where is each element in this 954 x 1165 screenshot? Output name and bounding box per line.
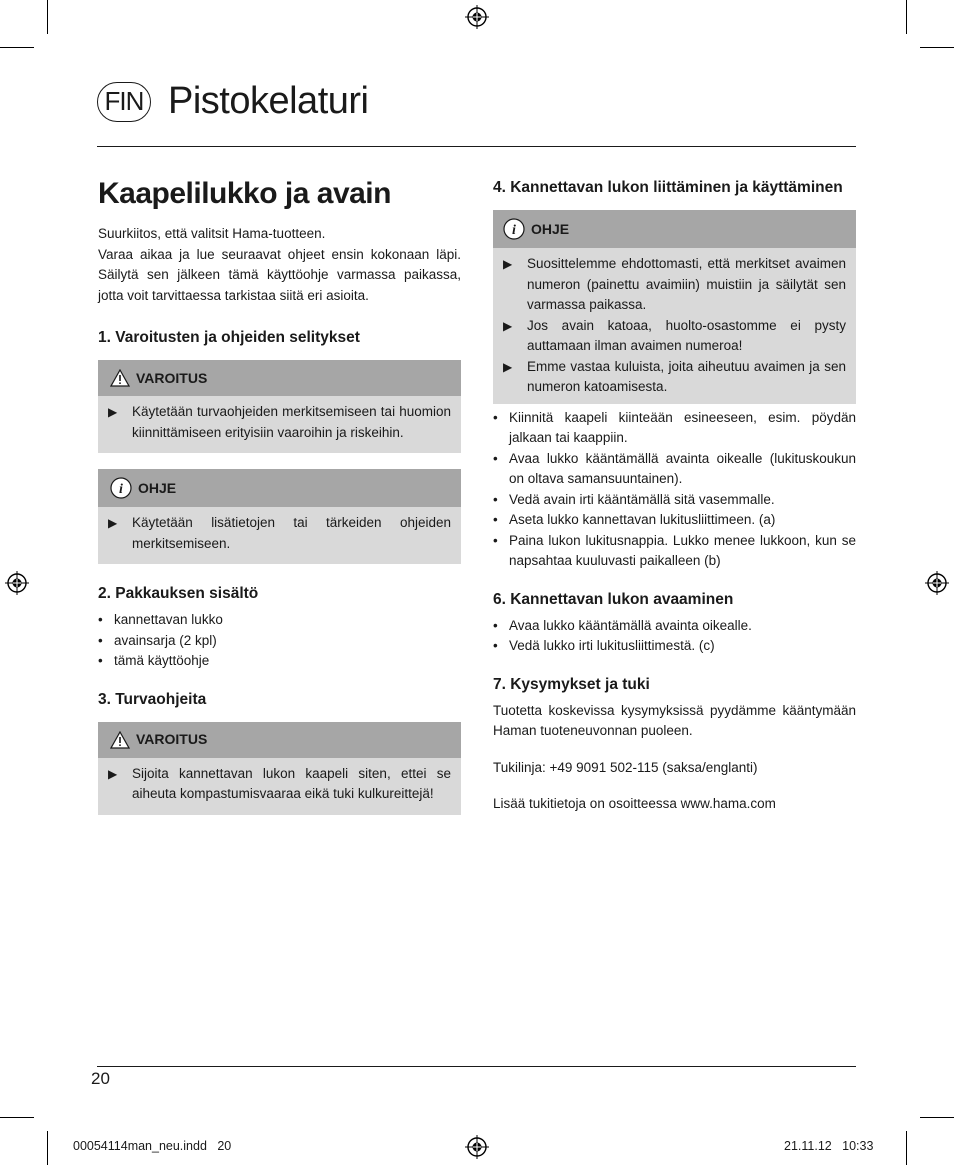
crop-mark [0, 1117, 34, 1118]
warning-triangle-icon [110, 369, 130, 387]
unlock-steps-list [493, 616, 856, 657]
intro-thanks: Suurkiitos, että valitsit Hama-tuotteen. [98, 226, 326, 241]
connect-steps-list [493, 408, 856, 572]
list-item: • Paina lukon lukitusnappia. Lukko menee lukkoon, kun se napsahtaa kuuluvasti paikalleen (b) [493, 532, 856, 568]
note-box [493, 210, 856, 404]
list-item: ▶ Emme vastaa kuluista, joita aiheutuu avaimen ja sen numeron katoamisesta. [503, 358, 846, 394]
note-box [98, 469, 461, 564]
list-item: • Aseta lukko kannettavan lukitusliittimeen. (a) [493, 512, 776, 527]
warning-box [98, 722, 461, 815]
list-item: • Avaa lukko kääntämällä avainta oikealle (lukituskoukun on oltava samansuuntainen). [493, 450, 856, 486]
note-box-header [98, 469, 461, 507]
crop-mark [906, 0, 907, 34]
triangle-right-icon: ▶ [108, 405, 118, 419]
triangle-right-icon: ▶ [108, 766, 118, 781]
section-6-title: 6. Kannettavan lukon avaaminen [493, 590, 734, 608]
header-rule [97, 146, 856, 147]
registration-mark-icon [465, 5, 489, 29]
language-badge: FIN [97, 82, 151, 122]
file-info: 00054114man_neu.indd 20 [73, 1139, 232, 1153]
more-info-text: Lisää tukitietoja on osoitteessa www.hama.com [493, 796, 776, 811]
support-text: Tuotetta koskevissa kysymyksissä pyydämme kääntymään Haman tuoteneuvonnan puoleen. [493, 702, 856, 738]
hotline-text: Tukilinja: +49 9091 502-115 (saksa/englanti) [493, 759, 758, 775]
contents-list [98, 610, 461, 672]
warning-label: VAROITUS [136, 369, 208, 386]
page-number: 20 [91, 1069, 110, 1088]
warning-label: VAROITUS [136, 731, 208, 748]
list-item: • Avaa lukko kääntämällä avainta oikealle. [493, 617, 752, 633]
note-box-body [98, 507, 461, 564]
crop-mark [906, 1131, 907, 1165]
list-item: • kannettavan lukko [98, 612, 223, 627]
crop-mark [920, 47, 954, 48]
right-column [493, 178, 856, 815]
list-item: • Vedä lukko irti lukitusliittimestä. (c) [493, 638, 715, 653]
crop-mark [47, 0, 48, 34]
list-item: ▶ Suosittelemme ehdottomasti, että merkitset avaimen numeron (painettu avaimiin) muistiin ja säilytät sen varmassa paikassa. [503, 256, 846, 312]
list-item: • Vedä avain irti kääntämällä sitä vasemmalle. [493, 491, 775, 507]
info-circle-icon [503, 218, 525, 240]
list-item: • avainsarja (2 kpl) [98, 632, 217, 648]
warning-box-body [98, 396, 461, 453]
list-item: • Kiinnitä kaapeli kiinteään esineeseen, esim. pöydän jalkaan tai kaappiin. [493, 409, 856, 445]
svg-text:i: i [512, 223, 516, 238]
section-7-title: 7. Kysymykset ja tuki [493, 675, 650, 693]
left-column [98, 176, 461, 815]
svg-text:i: i [119, 482, 123, 497]
print-date: 21.11.12 10:33 [784, 1139, 874, 1153]
section-4-title: 4. Kannettavan lukon liittäminen ja käyttäminen [493, 179, 843, 196]
crop-mark [47, 1131, 48, 1165]
crop-mark [920, 1117, 954, 1118]
list-item: ▶ Käytetään lisätietojen tai tärkeiden ohjeiden merkitsemiseen. [108, 515, 451, 551]
registration-mark-icon [465, 1135, 489, 1159]
triangle-right-icon: ▶ [503, 257, 513, 271]
note-label: OHJE [138, 479, 177, 496]
note-box-header [493, 210, 856, 248]
triangle-right-icon: ▶ [503, 359, 513, 374]
document-title: Pistokelaturi [168, 80, 369, 122]
section-2-title: 2. Pakkauksen sisältö [98, 585, 259, 602]
intro-text: Varaa aikaa ja lue seuraavat ohjeet ensin kokonaan läpi. Säilytä sen jälkeen tämä käyttöohje varmassa paikassa, jotta voit tarvittaessa tarkistaa siitä eri asioita. [98, 246, 461, 303]
triangle-right-icon: ▶ [503, 318, 513, 333]
list-item: ▶ Sijoita kannettavan lukon kaapeli siten, ettei se aiheuta kompastumisvaaraa eikä tuki kulkureittejä! [108, 765, 451, 801]
footer-rule [97, 1066, 856, 1067]
list-item: ▶ Jos avain katoaa, huolto-osastomme ei pysty auttamaan ilman avaimen numeroa! [503, 317, 846, 353]
warning-box-header [98, 360, 461, 396]
warning-box-body [98, 758, 461, 815]
crop-mark [0, 47, 34, 48]
warning-box [98, 360, 461, 453]
note-label: OHJE [531, 220, 570, 237]
registration-mark-icon [925, 571, 949, 595]
registration-mark-icon [5, 571, 29, 595]
main-heading: Kaapelilukko ja avain [98, 177, 391, 210]
triangle-right-icon: ▶ [108, 516, 118, 530]
section-3-title: 3. Turvaohjeita [98, 690, 207, 708]
list-item: • tämä käyttöohje [98, 653, 210, 668]
list-item: ▶ Käytetään turvaohjeiden merkitsemiseen tai huomion kiinnittämiseen erityisiin vaaroihin ja riskeihin. [108, 404, 451, 440]
section-1-title: 1. Varoitusten ja ohjeiden selitykset [98, 329, 360, 346]
warning-box-header [98, 722, 461, 758]
warning-triangle-icon [110, 731, 130, 749]
note-box-body [493, 248, 856, 404]
info-circle-icon [110, 477, 132, 499]
